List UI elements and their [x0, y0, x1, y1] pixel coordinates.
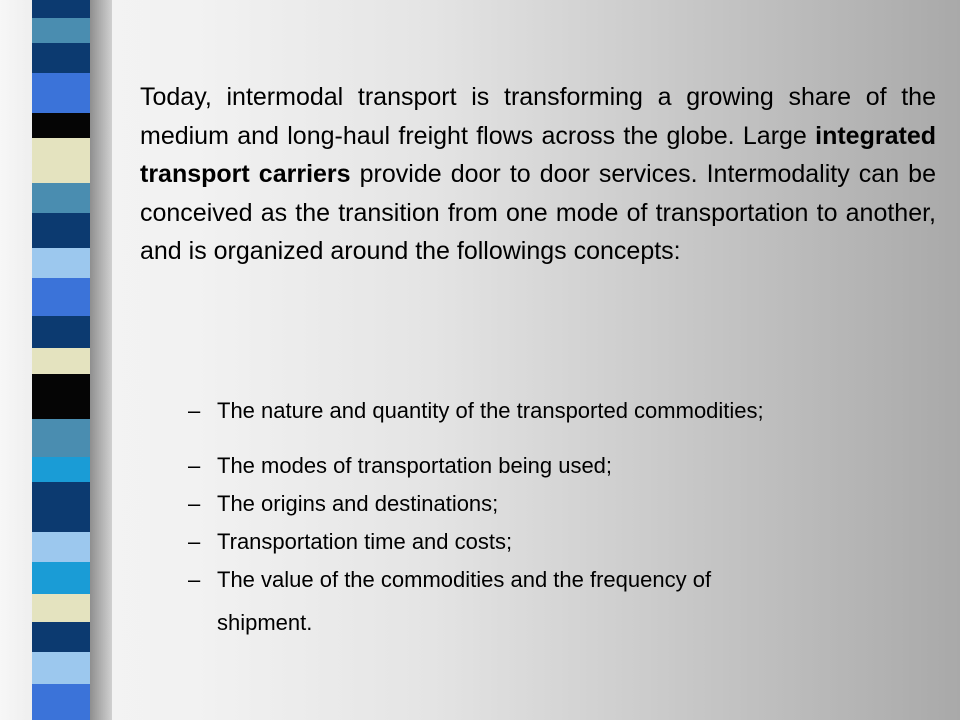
- decorative-stripe: [32, 43, 90, 73]
- decorative-stripe: [32, 457, 90, 482]
- concept-text: The nature and quantity of the transported commodities;: [217, 398, 764, 423]
- dash-marker: –: [188, 529, 201, 554]
- decorative-stripe: [32, 248, 90, 278]
- intro-text-start: Today, intermodal transport is transforming a growing share of the medium and long-haul freight flows across the globe. Large: [140, 83, 936, 150]
- decorative-stripe: [32, 622, 90, 652]
- decorative-stripe: [32, 482, 90, 532]
- decorative-stripe-column: [32, 0, 90, 720]
- dash-marker: –: [188, 567, 201, 592]
- decorative-stripe: [32, 0, 90, 18]
- concept-text: The origins and destinations;: [217, 491, 499, 516]
- dash-marker: –: [188, 491, 201, 516]
- decorative-stripe: [32, 532, 90, 562]
- decorative-stripe: [32, 73, 90, 113]
- decorative-stripe: [32, 419, 90, 457]
- decorative-stripe: [32, 316, 90, 348]
- decorative-stripe: [32, 348, 90, 374]
- concept-text: The modes of transportation being used;: [217, 453, 613, 478]
- intro-text-end: provide door to door services. Intermodality can be conceived as the transition from one mode of transportation to another, and is organized around the followings concepts:: [140, 160, 936, 266]
- dash-marker: –: [188, 398, 201, 423]
- decorative-stripe: [32, 594, 90, 622]
- decorative-stripe: [32, 562, 90, 594]
- concept-text: The value of the commodities and the frequency of: [217, 567, 712, 592]
- decorative-stripe: [32, 213, 90, 248]
- decorative-stripe: [32, 18, 90, 43]
- dash-marker: –: [188, 453, 201, 478]
- decorative-stripe: [32, 183, 90, 213]
- intro-paragraph: [140, 78, 936, 271]
- decorative-stripe: [32, 684, 90, 720]
- decorative-stripe: [32, 138, 90, 183]
- decorative-stripe: [32, 652, 90, 684]
- concept-text: Transportation time and costs;: [217, 529, 513, 554]
- stripe-shadow: [90, 0, 112, 720]
- decorative-stripe: [32, 278, 90, 316]
- concept-text: shipment.: [217, 610, 313, 635]
- decorative-stripe: [32, 374, 90, 419]
- decorative-stripe: [32, 113, 90, 138]
- intro-bold-term: integrated transport carriers: [140, 121, 936, 189]
